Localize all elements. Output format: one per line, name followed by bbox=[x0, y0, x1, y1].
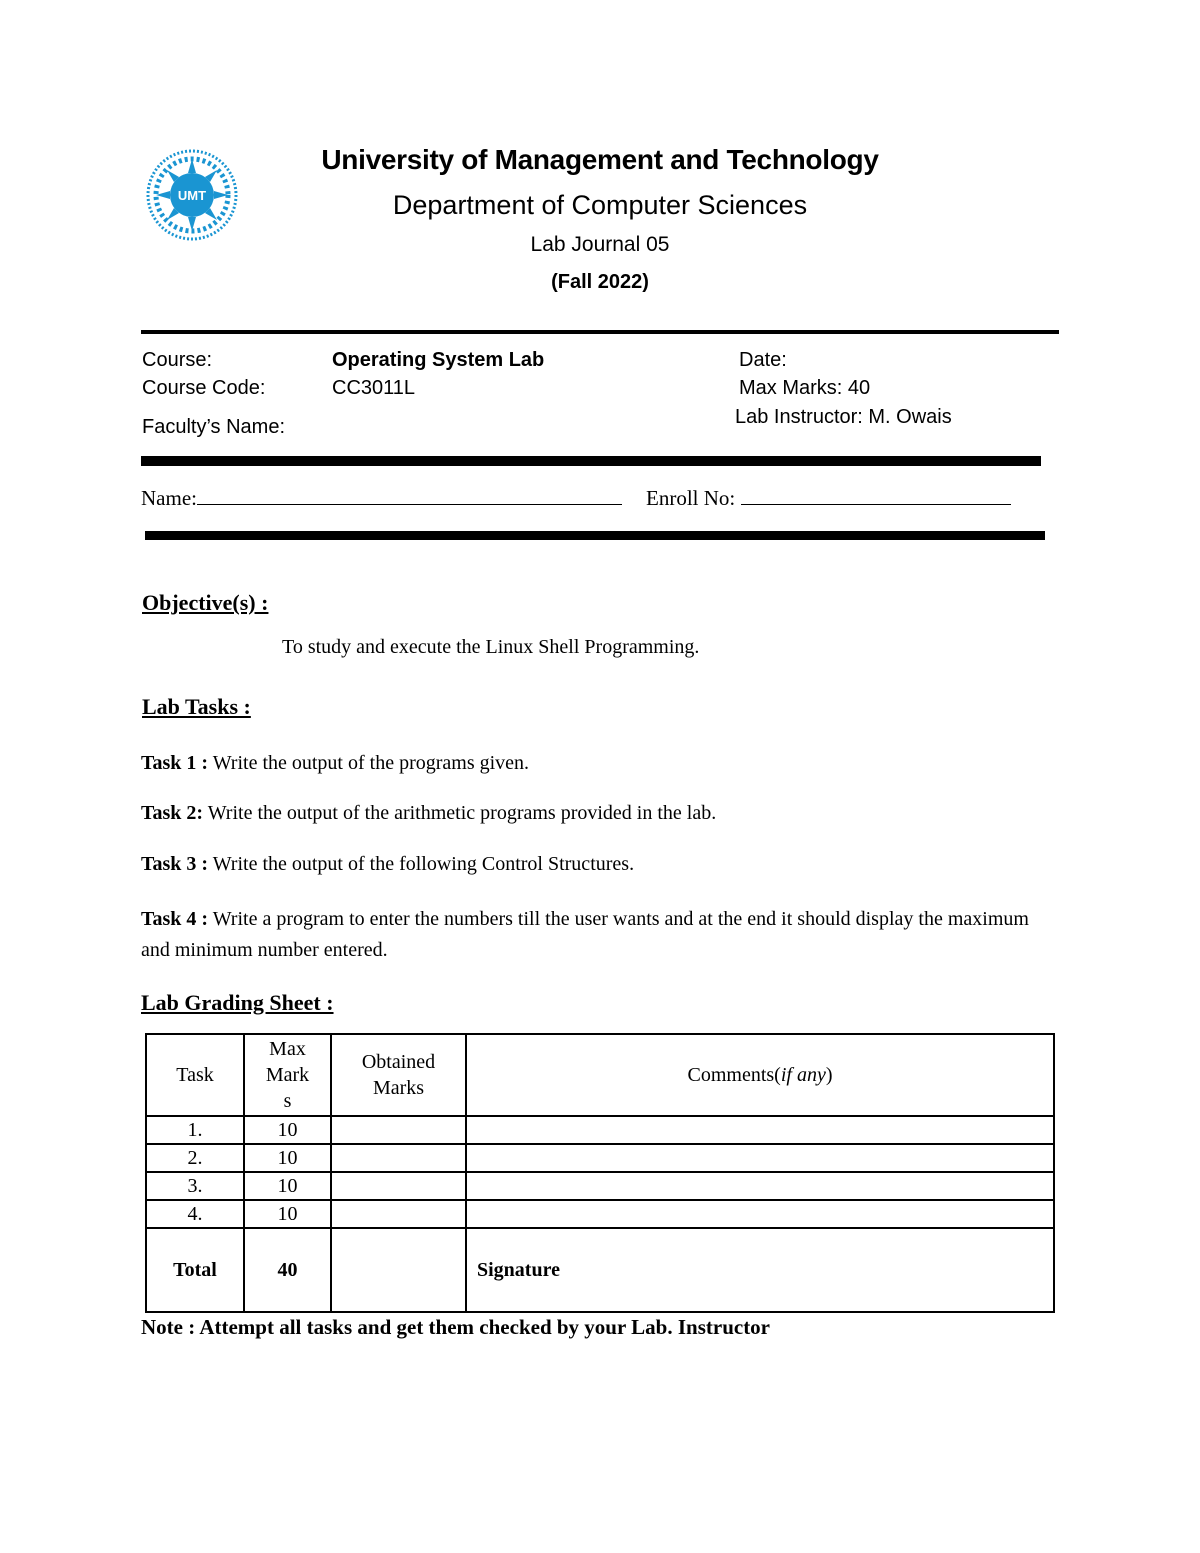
enroll-field bbox=[646, 484, 1011, 511]
term-title: (Fall 2022) bbox=[551, 271, 649, 293]
task-item bbox=[141, 853, 1061, 876]
faculty-label: Faculty’s Name: bbox=[142, 416, 286, 438]
grading-table bbox=[145, 1033, 1055, 1313]
course-code-value: CC3011L bbox=[332, 377, 416, 399]
table-header-row bbox=[146, 1034, 1054, 1116]
signature-label: Signature bbox=[466, 1228, 1054, 1312]
table-total-row bbox=[146, 1228, 1054, 1312]
note-text: Note : Attempt all tasks and get them checked by your Lab. Instructor bbox=[141, 1315, 771, 1339]
header-task: Task bbox=[146, 1034, 244, 1116]
row-comments bbox=[466, 1116, 1054, 1144]
course-value: Operating System Lab bbox=[332, 349, 545, 371]
objective-text: To study and execute the Linux Shell Programming. bbox=[282, 636, 700, 658]
task-label: Task 3 : bbox=[141, 853, 209, 875]
row-max: 10 bbox=[244, 1172, 331, 1200]
lab-instructor: Lab Instructor: M. Owais bbox=[735, 406, 952, 428]
total-label: Total bbox=[146, 1228, 244, 1312]
name-blank-line bbox=[197, 484, 622, 505]
row-obtained bbox=[331, 1172, 466, 1200]
row-obtained bbox=[331, 1116, 466, 1144]
header-max-marks bbox=[244, 1034, 331, 1116]
row-comments bbox=[466, 1200, 1054, 1228]
row-task: 4. bbox=[146, 1200, 244, 1228]
header-max-marks-line: Max bbox=[269, 1038, 306, 1060]
header-obtained-line: Marks bbox=[372, 1077, 425, 1099]
header-max-marks-line: s bbox=[283, 1090, 292, 1112]
grading-heading: Lab Grading Sheet : bbox=[141, 990, 334, 1015]
table-row bbox=[146, 1144, 1054, 1172]
total-obtained bbox=[331, 1228, 466, 1312]
name-field bbox=[141, 484, 622, 511]
enroll-blank-line bbox=[741, 484, 1011, 505]
row-obtained bbox=[331, 1144, 466, 1172]
table-row bbox=[146, 1172, 1054, 1200]
comments-close: ) bbox=[825, 1064, 833, 1086]
row-task: 3. bbox=[146, 1172, 244, 1200]
lab-tasks-heading: Lab Tasks : bbox=[142, 694, 251, 719]
task-item bbox=[141, 904, 1061, 966]
task-label: Task 4 : bbox=[141, 908, 209, 930]
task-text: Write the output of the programs given. bbox=[208, 752, 530, 774]
divider-middle bbox=[141, 456, 1041, 466]
comments-italic: if any bbox=[780, 1064, 826, 1086]
logo-text: UMT bbox=[177, 188, 207, 203]
course-label: Course: bbox=[142, 349, 213, 371]
department-title: Department of Computer Sciences bbox=[392, 190, 808, 220]
row-max: 10 bbox=[244, 1116, 331, 1144]
task-item bbox=[141, 802, 1061, 825]
date-label: Date: bbox=[739, 349, 787, 371]
table-row bbox=[146, 1200, 1054, 1228]
row-task: 1. bbox=[146, 1116, 244, 1144]
divider-bottom bbox=[145, 531, 1045, 540]
task-text: Write the output of the following Control Structures. bbox=[208, 853, 635, 875]
task-label: Task 2: bbox=[141, 802, 204, 824]
row-max: 10 bbox=[244, 1200, 331, 1228]
max-marks: Max Marks: 40 bbox=[739, 377, 871, 399]
journal-title: Lab Journal 05 bbox=[530, 233, 670, 256]
table-row bbox=[146, 1116, 1054, 1144]
header-obtained-line: Obtained bbox=[361, 1051, 436, 1073]
row-comments bbox=[466, 1144, 1054, 1172]
divider-top bbox=[141, 330, 1059, 334]
row-comments bbox=[466, 1172, 1054, 1200]
total-value: 40 bbox=[244, 1228, 331, 1312]
task-text: Write the output of the arithmetic programs provided in the lab. bbox=[203, 802, 717, 824]
name-label: Name: bbox=[141, 486, 197, 510]
task-item bbox=[141, 752, 1061, 775]
comments-label: Comments( bbox=[687, 1064, 781, 1086]
enroll-label: Enroll No: bbox=[646, 486, 736, 510]
course-code-label: Course Code: bbox=[142, 377, 266, 399]
row-max: 10 bbox=[244, 1144, 331, 1172]
header-obtained-marks bbox=[331, 1034, 466, 1116]
row-obtained bbox=[331, 1200, 466, 1228]
row-task: 2. bbox=[146, 1144, 244, 1172]
objective-heading: Objective(s) : bbox=[142, 590, 269, 615]
task-text: Write a program to enter the numbers till the user wants and at the end it should display the maximum and minimum number entered. bbox=[141, 908, 1029, 961]
university-title: University of Management and Technology bbox=[321, 144, 879, 175]
task-label: Task 1 : bbox=[141, 752, 209, 774]
header-max-marks-line: Mark bbox=[265, 1064, 310, 1086]
header-comments bbox=[466, 1034, 1054, 1116]
